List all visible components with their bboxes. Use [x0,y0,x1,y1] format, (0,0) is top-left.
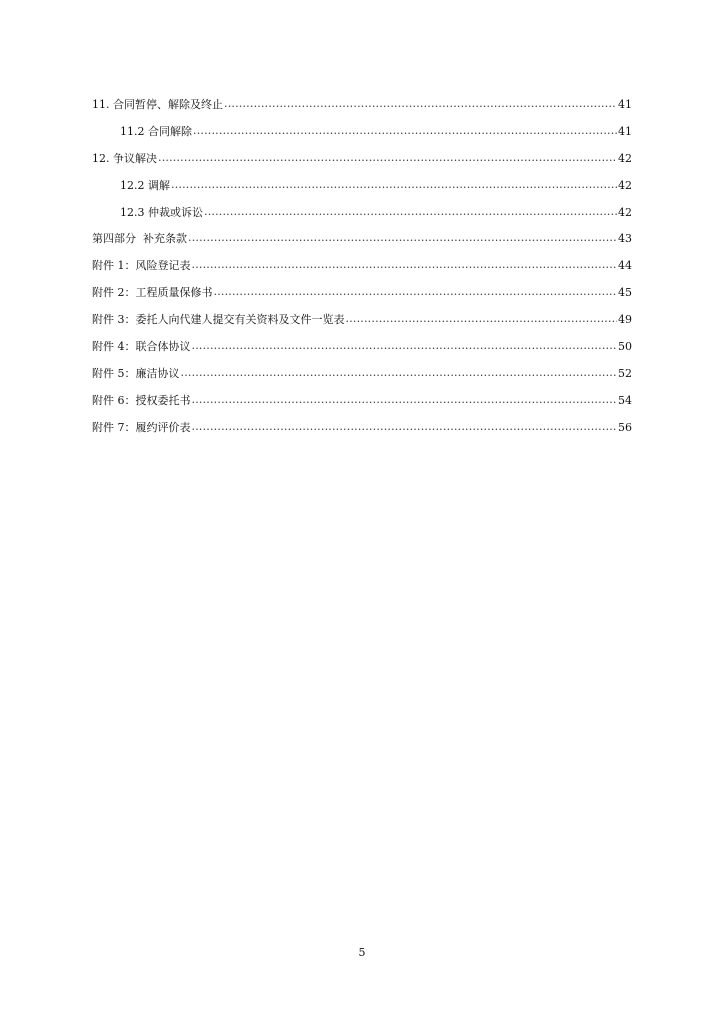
toc-entry-title: 12. 争议解决 [92,151,157,165]
toc-entry[interactable] [92,253,632,280]
table-of-contents [92,92,632,442]
toc-leader-dots [346,306,618,333]
toc-leader-dots [181,360,618,387]
toc-entry[interactable] [92,388,632,415]
toc-entry-page: 44 [618,259,632,273]
toc-leader-dots [224,91,617,118]
toc-entry-title: 11. 合同暂停、解除及终止 [92,98,223,111]
toc-entry-page: 52 [618,366,632,380]
toc-entry-page: 43 [618,232,632,246]
toc-entry[interactable] [92,415,632,442]
toc-entry-page: 50 [618,340,632,354]
toc-leader-dots [192,414,618,441]
toc-entry-page: 42 [618,151,632,165]
toc-entry[interactable] [92,361,632,388]
toc-entry-title: 附件 5：廉洁协议 [92,366,180,380]
toc-entry-page: 54 [618,393,632,407]
toc-entry[interactable] [92,146,632,173]
toc-entry-title: 附件 6：授权委托书 [92,393,191,407]
toc-entry[interactable] [92,92,632,119]
toc-entry-title: 12.2 调解 [120,178,170,192]
toc-entry-title: 附件 1：风险登记表 [92,259,191,273]
toc-entry-page: 41 [618,124,632,138]
toc-leader-dots [204,199,617,226]
toc-entry-title: 12.3 仲裁或诉讼 [120,205,203,219]
toc-entry[interactable] [92,307,632,334]
toc-entry[interactable] [92,334,632,361]
toc-entry[interactable] [92,173,632,200]
toc-entry-title: 附件 2：工程质量保修书 [92,286,213,300]
toc-entry-page: 42 [618,205,632,219]
toc-entry-page: 56 [618,420,632,434]
toc-entry-page: 49 [618,313,632,327]
toc-entry-page: 45 [618,286,632,300]
toc-entry[interactable] [92,200,632,227]
toc-entry-title: 附件 7：履约评价表 [92,420,191,434]
toc-leader-dots [158,145,617,172]
toc-leader-dots [192,333,618,360]
toc-entry-title: 11.2 合同解除 [120,124,192,138]
toc-entry-title: 附件 4：联合体协议 [92,340,191,354]
toc-leader-dots [193,118,617,145]
toc-leader-dots [192,252,618,279]
toc-leader-dots [171,172,617,199]
toc-leader-dots [188,225,617,252]
page-number: 5 [358,946,366,959]
toc-leader-dots [214,279,618,306]
toc-entry[interactable] [92,280,632,307]
toc-entry[interactable] [92,226,632,253]
toc-entry[interactable] [92,119,632,146]
toc-entry-page: 42 [618,178,632,192]
toc-entry-title: 附件 3：委托人向代建人提交有关资料及文件一览表 [92,313,345,327]
toc-entry-page: 41 [618,98,632,111]
toc-leader-dots [192,387,618,414]
toc-entry-title: 第四部分 补充条款 [92,232,187,246]
